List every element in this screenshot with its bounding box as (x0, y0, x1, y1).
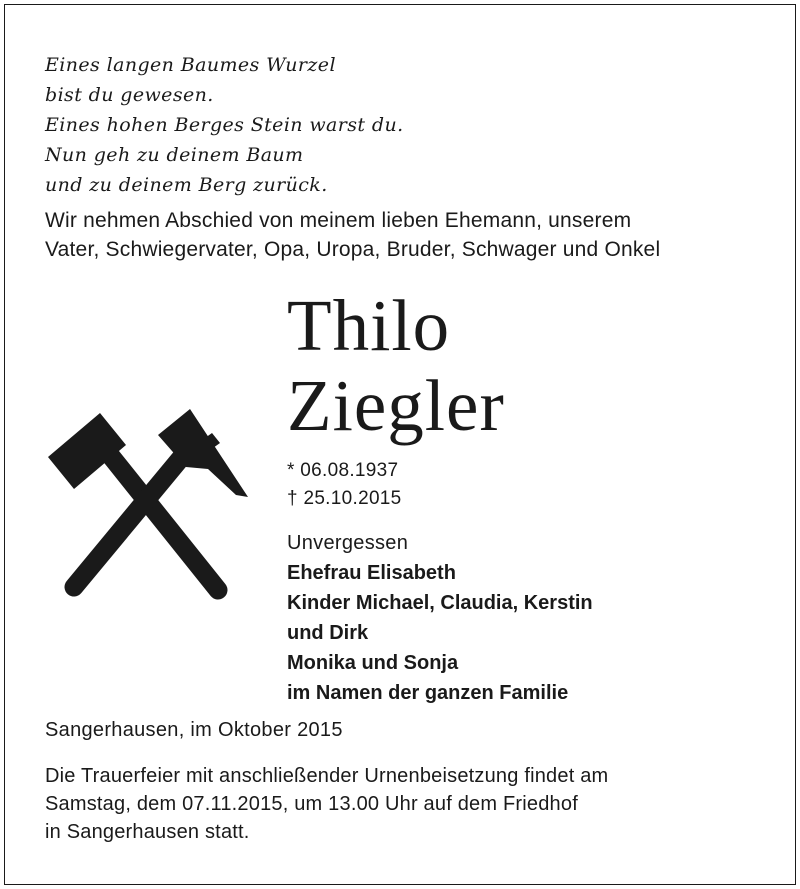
death-date: † 25.10.2015 (287, 488, 402, 509)
intro-line: Vater, Schwiegervater, Opa, Uropa, Bruder, Schwager und Onkel (45, 238, 661, 261)
hammer-and-pick-icon (40, 395, 255, 605)
mourner-line: Ehefrau Elisabeth (287, 562, 456, 584)
life-dates (287, 457, 402, 513)
farewell-intro (45, 206, 765, 264)
mourner-line: im Namen der ganzen Familie (287, 682, 569, 704)
deceased-name (287, 286, 505, 446)
mourner-line: Kinder Michael, Claudia, Kerstin (287, 592, 593, 614)
intro-line: Wir nehmen Abschied von meinem lieben Ehemann, unserem (45, 209, 632, 232)
signoff-lead: Unvergessen (287, 532, 409, 554)
poem-line: Eines hohen Berges Stein warst du. (45, 114, 404, 136)
poem-line: bist du gewesen. (45, 84, 214, 106)
funeral-notice (45, 762, 608, 846)
notice-line: Samstag, dem 07.11.2015, um 13.00 Uhr auf dem Friedhof (45, 793, 578, 815)
poem (45, 50, 404, 200)
notice-line: Die Trauerfeier mit anschließender Urnenbeisetzung findet am (45, 765, 609, 787)
poem-line: und zu deinem Berg zurück. (45, 174, 328, 196)
mourners (287, 528, 593, 708)
last-name: Ziegler (287, 365, 505, 446)
notice-line: in Sangerhausen statt. (45, 821, 250, 843)
place-and-date: Sangerhausen, im Oktober 2015 (45, 719, 343, 741)
birth-date: * 06.08.1937 (287, 460, 399, 481)
mourner-line: Monika und Sonja (287, 652, 459, 674)
mourner-line: und Dirk (287, 622, 369, 644)
poem-line: Nun geh zu deinem Baum (45, 144, 304, 166)
first-name: Thilo (287, 285, 451, 366)
poem-line: Eines langen Baumes Wurzel (45, 54, 336, 76)
